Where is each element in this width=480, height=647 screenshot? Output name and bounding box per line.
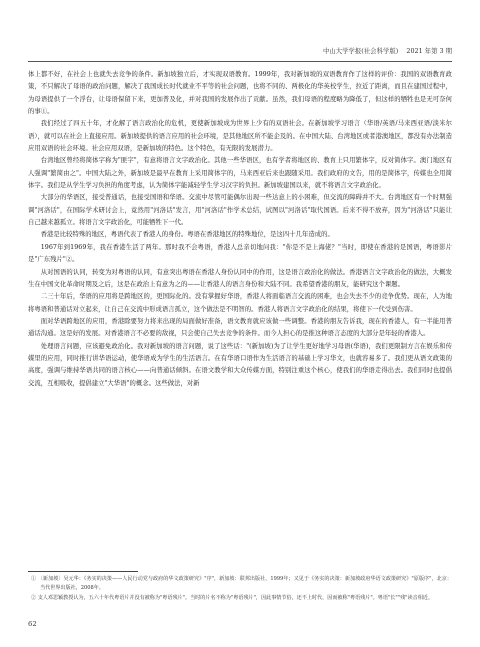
paragraph: 从对国语的认同，转变为对粤语的认同，有意突出粤语在香港人身份认同中的作用，这是语言政治化的做法。香港语言文字政治化的做法，大概发生在中国文化革命时期及之后，这是在政治上有意为之的——让香港人的语言身份和大陆不同。我希望香港的朋友，能研究这个课题。 xyxy=(28,268,452,288)
paragraph: 处理语言问题，应该避免政治化。我对新加坡的语言问题，说了这些话："(新加坡)为了让学生更好地学习母语(华语)，我们更限制方言在娱乐和传媒里的应用，同时推行讲华语运动，使华语成为学生的生活语言。在有华语口语作为生活语言的基础上学习华文，也就容易多了。我们更从语文政策的高度，强调与维持华语共同的语言核心——向普通话倾斜。在语文教学和大众传媒方面，特别注重这个核心，使我们的华语走得出去。我们同时也提倡交流，互相吸收，提倡建立"大华语"的概念。这些做法，对新 xyxy=(28,342,452,387)
journal-title: 中山大学学报(社会科学版) xyxy=(322,47,399,55)
footnote-rule xyxy=(28,571,138,572)
paragraph: 我们经过了四五十年，才化解了语言政治化的危机，更使新加坡成为世界上少有的双语社会。在新加坡学习语言（华语/英语/马来西亚语/淡米尔语），就可以在社会上直接应用。新加坡提供的语言应用的社会环境，是其他地区所不能企及的。在中国大陆、台湾地区或者港澳地区，都没有办法制造应用双语的社会环境。社会应用双语，是新加坡的特色。这个特色，有无限的发展潜力。 xyxy=(28,120,452,153)
paragraph: 大部分的华语区，接受普通话，也接受国语和华语。交流中尽管可能偶尔出现一些达意上的小困难，但交流的障碍并不大。台湾地区有一个时期强调"河洛话"，在国际学术研讨会上，竟然用"河洛话"发言，用"河洛话"作学术总结，试图以"河洛话"取代国语。后来不得不放弃，因为"河洛话"只能让自己越来越孤立。将语言文字政治化，可能牺牲下一代。 xyxy=(28,194,452,227)
paragraph: 面对华语跨地区的应用，香港除要努力将来出现的局面做好准备，语文教育就应该做一些调整。香港的朋友告诉我，现在的香港人，有一半能用普通话沟通。这是好的发展。对香港语言不必要的敌视，只会使自己失去竞争的条件。而今人担心的是推这种语言态度的大部分是年轻的香港人。 xyxy=(28,317,452,338)
footnote: ① 〔新加坡〕吴元华：《务实的决策——人民行动党与政府的华文政策研究》"序"，新加坡：联邦出版社，1999年；又见于《务实的决策：新加坡政府华语文政策研究》"原版序"，北京：当代世界出版社，2008年。 xyxy=(31,576,452,592)
page-number: 62 xyxy=(28,620,37,628)
header-rule xyxy=(28,61,452,62)
paragraph: 台湾地区曾经将简体字称为"匪字"，有意将语言文字政治化。其他一些华语区，也有学者将地区的、教育上只用繁体字，反对简体字。澳门地区有人强调"繁简由之"。中国大陆之外，新加坡是最早在教育上采用简体字的，马来西亚后来也跟随采用。我们政府的文告，用的是简体字，传媒也全用简体字。我们是从学生学习负担的角度考虑，认为简体字能减轻学生学习汉字的负担。新加坡建国以来，就不将语言文字政治化。 xyxy=(28,157,452,190)
paragraph: 1967年到1969年，我在香港生活了两年。那时我不会粤语，香港人总亲切地问我："你是不是上海佬？"当时，即使在香港的是国语，粤语影片是"广东残片"②。 xyxy=(28,243,452,264)
running-header xyxy=(28,46,452,60)
footnote: ② 支人邓思颖教授认为，五六十年代粤语片并没有被称为"粤语残片"。当时的片名不称为"粤语残片"，因此事情节俗，还不上时代，因而被称"粤语残片"。粤语"长""残"读音相近。 xyxy=(31,594,433,601)
article-body xyxy=(28,69,452,390)
paragraph: 香港是比较特殊的地区，粤语代表了香港人的身份。粤语在香港地区的特殊地位，是这四十几年造成的。 xyxy=(40,231,334,239)
footnotes xyxy=(28,575,452,603)
issue-label: 2021 年第 3 期 xyxy=(406,47,452,55)
paragraph: 二三十年后，华语的应用将是跨地区的，更国际化的。没有掌握好华语，香港人将面临语言交流的困难，也会失去不少的竞争优势。现在，人为地将粤语和普通话对立起来，让自己在交流中形成语言孤立，这个做法是不明智的。香港人将语言文字政治化的结果，将使下一代受到伤害。 xyxy=(28,293,452,313)
paragraph: 体上都不好，在社会上也就失去竞争的条件。新加坡独立后，才实现双语教育。1999年，我对新加坡的双语教育作了这样的评价：我国的双语教育政策，不只解决了母语的政治问题，解决了我国成长时代就业不平等的社会问题，也将不同的、两极化的华英校学生，拉近了距离，而且在建国过程中，为母语提供了一个浮台，让母语保留下来，更加普及化，并对我国的发展作出了贡献。虽然，我们母语的程度略为降低了，但这样的牺牲也是无可奈何的事①。 xyxy=(28,71,452,116)
